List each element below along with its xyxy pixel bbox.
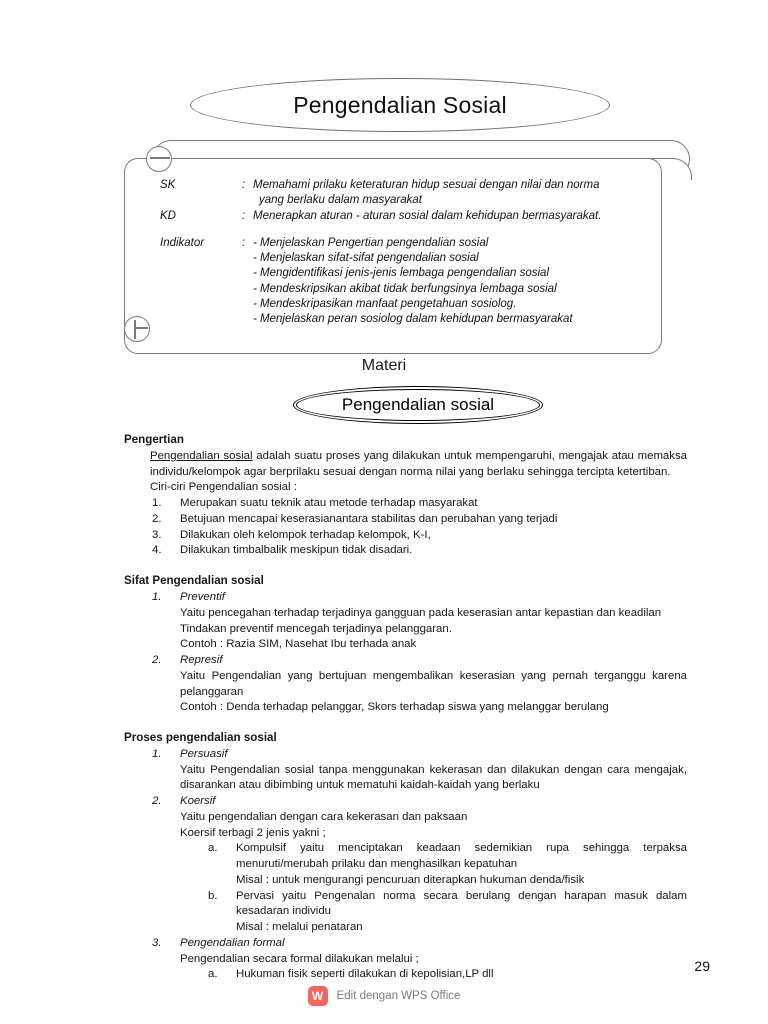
materi-heading: Materi <box>361 357 407 374</box>
competency-row-indikator <box>160 236 640 328</box>
proses-item-name: Persuasif <box>180 747 228 760</box>
list-marker: a. <box>208 968 218 981</box>
list-item: - Mendeskripsikan akibat tidak berfungsinya lembaga sosial <box>253 282 557 295</box>
sifat-item-line: Contoh : Denda terhadap pelanggar, Skors terhadap siswa yang melanggar berulang <box>180 701 609 714</box>
proses-item-line: Koersif terbagi 2 jenis yakni ; <box>180 826 326 839</box>
indikator-value <box>253 236 640 328</box>
list-text: Dilakukan oleh kelompok terhadap kelompok, K-I, <box>180 528 431 541</box>
list-item <box>124 747 687 794</box>
list-marker: 4. <box>152 544 162 557</box>
pengertian-definition <box>150 449 687 480</box>
list-text: Dilakukan timbalbalik meskipun tidak disadari. <box>180 544 413 557</box>
list-item <box>124 543 687 559</box>
sk-value <box>253 178 640 209</box>
spacer <box>160 224 640 236</box>
sk-label: SK <box>160 179 176 191</box>
list-item <box>124 512 687 528</box>
list-marker: 1. <box>152 747 162 760</box>
sk-value-line2: yang berlaku dalam masyarakat <box>259 194 422 207</box>
sub-item-line: Hukuman fisik seperti dilakukan di kepolisian,LP dll <box>236 968 494 981</box>
wps-watermark-label: Edit dengan WPS Office <box>336 990 461 1002</box>
sifat-item-line: Yaitu pencegahan terhadap terjadinya gangguan pada keserasian antar kepastian dan keadilan <box>180 606 662 619</box>
scroll-curl-bottom-left-icon <box>124 316 150 342</box>
kd-label: KD <box>160 209 176 222</box>
materi-subject-text: Pengendalian sosial <box>341 395 495 414</box>
list-item <box>124 794 687 936</box>
list-marker: 3. <box>152 936 162 949</box>
koersif-sublist <box>180 841 687 935</box>
sifat-item-name: Represif <box>180 654 223 667</box>
list-marker: a. <box>208 842 218 855</box>
list-marker: 1. <box>152 497 162 510</box>
list-marker: 1. <box>152 591 162 604</box>
list-item <box>180 889 687 936</box>
sk-colon: : <box>242 179 246 191</box>
wps-logo-icon: W <box>308 986 328 1006</box>
sifat-item-line: Contoh : Razia SIM, Nasehat Ibu terhada anak <box>180 638 417 651</box>
list-item: - Mengidentifikasi jenis-jenis lembaga pengendalian sosial <box>253 267 549 280</box>
list-item: - Menjelaskan sifat-sifat pengendalian sosial <box>253 252 479 265</box>
proses-item-line: Pengendalian secara formal dilakukan melalui ; <box>180 952 419 965</box>
section-heading-proses: Proses pengendalian sosial <box>124 730 277 744</box>
proses-item-name: Pengendalian formal <box>180 936 285 949</box>
sub-item-line: Misal : melalui penataran <box>236 921 363 934</box>
list-marker: 2. <box>152 795 162 808</box>
indikator-label: Indikator <box>160 236 205 249</box>
indikator-colon: : <box>242 236 246 249</box>
page-number: 29 <box>694 958 710 974</box>
list-item <box>124 528 687 544</box>
list-text: Merupakan suatu teknik atau metode terhadap masyarakat <box>180 497 478 510</box>
list-item: - Menjelaskan Pengertian pengendalian sosial <box>253 236 489 249</box>
sub-item-line: Misal : untuk mengurangi pencuruan diterapkan hukuman denda/fisik <box>236 873 585 886</box>
list-item <box>124 653 687 716</box>
section-heading-pengertian: Pengertian <box>124 433 184 446</box>
competency-row-kd <box>160 209 640 224</box>
indikator-list <box>253 236 640 328</box>
list-item <box>124 496 687 512</box>
sifat-item-line: Yaitu Pengendalian yang bertujuan mengembalikan keserasian yang pernah terganggu karena pelanggaran <box>180 669 687 698</box>
list-item: - Mendeskripasikan manfaat pengetahuan sosiolog. <box>253 297 517 310</box>
competency-content <box>160 178 640 328</box>
proses-item-line: Yaitu pengendalian dengan cara kekerasan dan paksaan <box>180 810 468 823</box>
proses-item-name: Koersif <box>180 795 216 808</box>
sub-item-line: Pervasi yaitu Pengenalan norma secara berulang dengan harapan masuk dalam kesadaran individu <box>236 889 687 918</box>
pengertian-definition-text: adalah suatu proses yang dilakukan untuk mempengaruhi, mengajak atau memaksa individu/kelompok agar berprilaku sesuai dengan norma nilai yang berlaku sehingga tercipta ketertiban. <box>150 449 687 478</box>
list-marker: 2. <box>152 512 162 525</box>
ciri-list <box>124 496 687 559</box>
document-title-text: Pengendalian Sosial <box>293 91 507 118</box>
sub-item-line: Kompulsif yaitu menciptakan keadaan sedemikian rupa sehingga terpaksa menuruti/merubah prilaku dan menghasilkan kepatuhan <box>236 842 687 871</box>
list-marker: 3. <box>152 528 162 541</box>
sifat-item-line: Tindakan preventif mencegah terjadinya pelanggaran. <box>180 622 452 635</box>
pengertian-block <box>124 449 687 496</box>
list-marker: b. <box>208 889 218 902</box>
section-heading-sifat: Sifat Pengendalian sosial <box>124 574 264 588</box>
list-item: - Menjelaskan peran sosiolog dalam kehidupan bermasyarakat <box>253 313 573 326</box>
ciri-heading: Ciri-ciri Pengendalian sosial : <box>150 481 297 494</box>
sk-value-line1: Memahami prilaku keteraturan hidup sesuai dengan nilai dan norma <box>253 179 600 191</box>
list-item <box>124 590 687 653</box>
wps-office-watermark[interactable] <box>0 986 768 1006</box>
sifat-list <box>124 590 687 716</box>
competency-scroll-box <box>124 140 690 355</box>
competency-row-sk <box>160 178 640 209</box>
document-title-banner <box>190 78 610 132</box>
list-marker: 2. <box>152 654 162 667</box>
scroll-curl-top-left-icon <box>146 146 172 172</box>
proses-item-line: Yaitu Pengendalian sosial tanpa menggunakan kekerasan dan dilakukan dengan cara mengajak, disarankan atau dibimbing untuk mematuhi kaidah-kaidah yang berlaku <box>180 763 687 792</box>
document-body <box>124 432 687 983</box>
materi-subject-banner <box>293 386 543 424</box>
kd-value: Menerapkan aturan - aturan sosial dalam kehidupan bermasyarakat. <box>253 209 602 222</box>
kd-colon: : <box>242 209 246 222</box>
pengertian-term: Pengendalian sosial <box>150 449 253 462</box>
proses-list <box>124 747 687 983</box>
list-item <box>180 841 687 888</box>
list-text: Betujuan mencapai keserasianantara stabilitas dan perubahan yang terjadi <box>180 512 558 525</box>
sifat-item-name: Preventif <box>180 591 225 604</box>
